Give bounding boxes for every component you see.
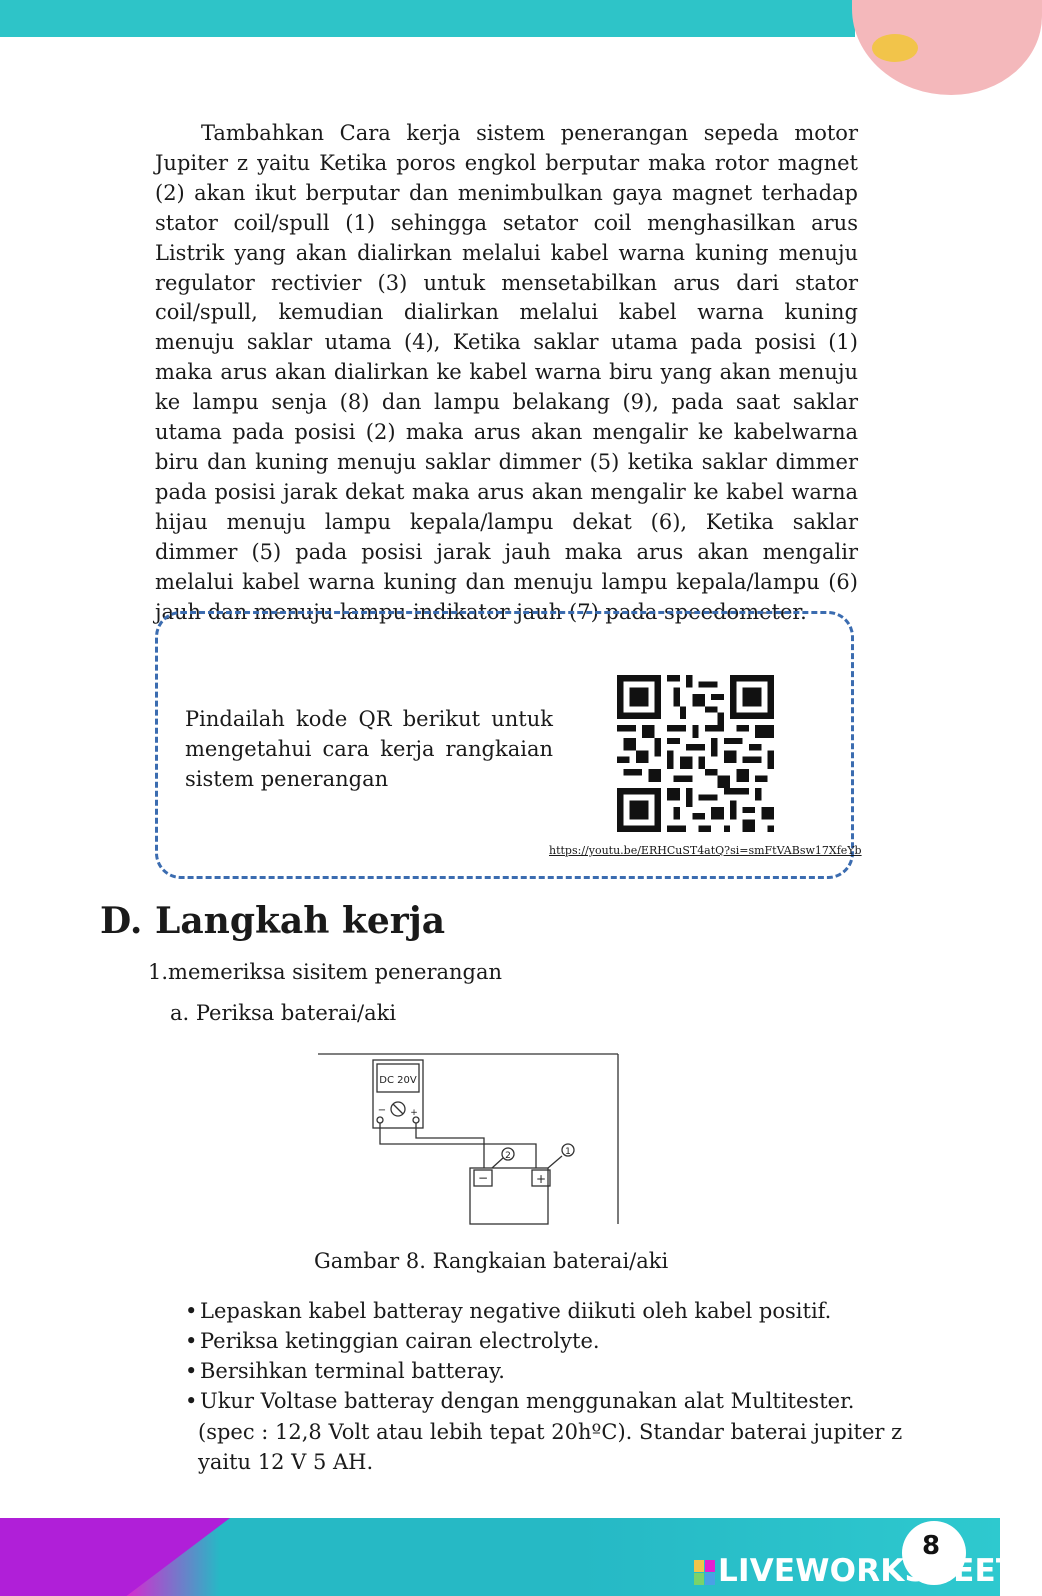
spec-note: (spec : 12,8 Volt atau lebih tepat 20hºC). Standar baterai jupiter z yaitu 12 V 5 AH. (198, 1420, 903, 1474)
liveworksheets-brand[interactable]: LIVEWORKSHEETS (718, 1553, 1040, 1589)
list-item: • Bersihkan terminal batteray. (185, 1356, 915, 1386)
body-paragraph: Tambahkan Cara kerja sistem penerangan sepeda motor Jupiter z yaitu Ketika poros engkol berputar maka rotor magnet (2) akan ikut berputar dan menimbulkan gaya magnet terhadap stator coil/spull (1) sehingga setator coil menghasilkan arus Listrik yang akan dialirkan melalui kabel warna kuning menuju regulator rectivier (3) untuk mensetabilkan arus dari stator coil/spull, kemudian dialirkan melalui kabel warna kuning menuju saklar utama (4), Ketika saklar utama pada posisi (1) maka arus akan dialirkan ke kabel warna biru yang akan menuju ke lampu senja (8) dan lampu belakang (9), pada saat saklar utama pada posisi (2) maka arus akan mengalir ke kabelwarna biru dan kuning menuju saklar dimmer (5) ketika saklar dimmer pada posisi jarak dekat maka arus akan mengalir ke kabel warna hijau menuju lampu kepala/lampu dekat (6), Ketika saklar dimmer (5) pada posisi jarak jauh maka arus akan mengalir melalui kabel warna kuning dan menuju lampu kepala/lampu (6) jauh dan menuju lampu indikator jauh (7) pada speedometer. (155, 121, 858, 624)
substep-a: a. Periksa baterai/aki (170, 1001, 397, 1025)
battery-minus-label: − (477, 1171, 489, 1185)
figure-caption: Gambar 8. Rangkaian baterai/aki (314, 1249, 669, 1273)
list-item: • Lepaskan kabel batteray negative diikuti oleh kabel positif. (185, 1296, 915, 1326)
battery-circuit-diagram (318, 1052, 620, 1227)
qr-code-icon[interactable] (617, 675, 774, 832)
instruction-list (185, 1296, 915, 1416)
meter-minus-label: − (377, 1105, 387, 1116)
meter-dc-label: DC 20V (379, 1075, 417, 1086)
list-item: • Ukur Voltase batteray dengan menggunakan alat Multitester. (185, 1386, 915, 1416)
battery-plus-label: + (535, 1172, 547, 1186)
callout-1: 1 (565, 1147, 571, 1157)
page-number: 8 (922, 1531, 941, 1561)
qr-instruction-text: Pindailah kode QR berikut untuk mengetahui cara kerja rangkaian sistem penerangan (185, 707, 553, 791)
yellow-dot-decoration (872, 34, 918, 62)
step-1-number: 1. (148, 960, 169, 984)
qr-url-link[interactable]: https://youtu.be/ERHCuST4atQ?si=smFtVABsw17XfeYb (549, 844, 862, 857)
top-decor-bar (0, 0, 855, 37)
callout-2: 2 (505, 1151, 511, 1161)
list-item: • Periksa ketinggian cairan electrolyte. (185, 1326, 915, 1356)
step-1-text: memeriksa sisitem penerangan (168, 960, 503, 984)
liveworksheets-logo-icon[interactable] (694, 1560, 716, 1586)
section-heading: D. Langkah kerja (100, 900, 446, 942)
meter-plus-label: + (410, 1108, 418, 1118)
step-1 (148, 960, 502, 984)
